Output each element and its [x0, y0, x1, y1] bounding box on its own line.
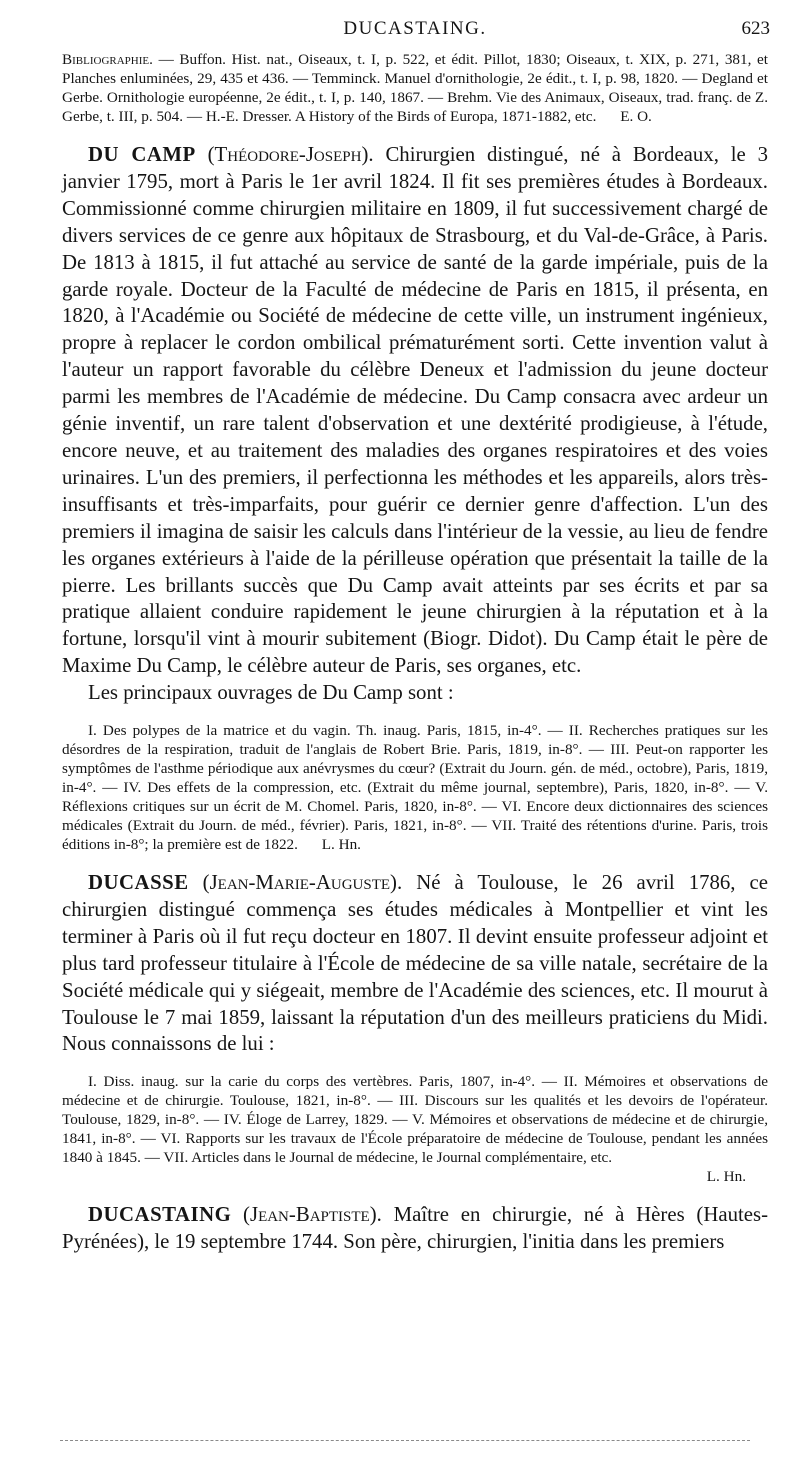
works-intro: Les principaux ouvrages de Du Camp sont : [88, 681, 454, 705]
entry-headword: DUCASTAING [88, 1203, 232, 1227]
entry-text: Né à Toulouse, le 26 avril 1786, ce chirurgien distingué commença ses études médicales à Montpellier et vint les terminer à Paris où il fut reçu docteur en 1807. Il devint ensuite professeur adjoint et plus tard professeur titulaire à l'École de médecine de sa ville natale, secrétaire de la Société médicale qui y siégeait, membre de l'Académie des sciences, etc. Il mourut à Toulouse le 7 mai 1859, laissant la réputation d'un des meilleurs praticiens du Midi. Nous connaissons de lui : [62, 871, 769, 1056]
entry-du-camp [62, 142, 768, 680]
entry-ducastaing [62, 1202, 768, 1256]
entry-names: (Théodore-Joseph). [207, 143, 374, 166]
entry-text: Maître en chirurgie, né à Hères (Hautes-Pyrénées), le 19 septembre 1744. Son père, chirurgien, l'initia dans les premiers [62, 1203, 769, 1254]
entry-text: Chirurgien distingué, né à Bordeaux, le 3 janvier 1795, mort à Paris le 1er avril 1824. Il fit ses premières études à Bordeaux. Commissionné comme chirurgien militaire en 1809, il fut successivement chargé de divers services de ce genre aux hôpitaux de Strasbourg, et du Val-de-Grâce, à Paris. De 1813 à 1815, il fut attaché au service de santé de la garde impériale, puis de la garde royale. Docteur de la Faculté de médecine de Paris en 1815, il présenta, en 1820, à l'Académie ou Société de médecine de cette ville, un instrument ingénieux, propre à replacer le cordon ombilical prématurément sorti. Cette invention valut à l'auteur un rapport favorable du célèbre Deneux et l'admission du jeune docteur parmi les membres de l'Académie de médecine. Du Camp consacra avec ardeur un génie inventif, un rare talent d'observation et une dextérité prodigieuse, à l'étude, encore neuve, et au traitement des maladies des organes respiratoires et des voies urinaires. L'un des premiers, il perfectionna les méthodes et les appareils, alors très-insuffisants et très-imparfaits, pour guérir ce dernier genre d'affection. L'un des premiers il imagina de saisir les calculs dans l'intérieur de la vessie, au lieu de fendre les organes extérieurs à l'aide de la périlleuse opération que présentait la taille de la pierre. Les brillants succès que Du Camp avait atteints par ses écrits et par sa pratique allaient conduire rapidement le jeune chirurgien à la réputation et à la fortune, lorsqu'il vint à mourir subitement (Biogr. Didot). Du Camp était le père de Maxime Du Camp, le célèbre auteur de Paris, ses organes, etc. [62, 143, 769, 678]
entry-names: (Jean-Baptiste). [243, 1203, 382, 1227]
entry-headword: DUCASSE [88, 871, 189, 895]
bibliography-block [62, 50, 768, 126]
bibliography-label: Bibliographie. [62, 51, 153, 68]
entry-signature: L. Hn. [321, 836, 361, 854]
works-list-ducasse [62, 1072, 768, 1167]
entry-signature: L. Hn. [706, 1168, 746, 1186]
works-list-du-camp [62, 721, 768, 854]
running-title: DUCASTAING. [343, 18, 487, 39]
bibliography-signature: E. O. [620, 108, 652, 125]
works-text: I. Diss. inaug. sur la carie du corps des vertèbres. Paris, 1807, in-4°. — II. Mémoires et observations de médecine et de chirurgie. Toulouse, 1821, in-8°. — III. Discours sur les qualités et les devoirs de l'opérateur. Toulouse, 1829, in-8°. — IV. Éloge de Larrey, 1829. — V. Mémoires et observations de médecine et de chirurgie, 1841, in-8°. — VI. Rapports sur les travaux de l'École préparatoire de médecine de Toulouse, pendant les années 1840 à 1845. — VII. Articles dans le Journal de médecine, le Journal complémentaire, etc. [62, 1073, 768, 1167]
page-number: 623 [741, 18, 770, 39]
dictionary-page [62, 18, 768, 1256]
page-header [62, 18, 768, 48]
works-text: I. Des polypes de la matrice et du vagin. Th. inaug. Paris, 1815, in-4°. — II. Recherches pratiques sur les désordres de la respiration, traduit de l'anglais de Robert Brie. Paris, 1819, in-8°. — III. Peut-on rapporter les symptômes de l'asthme périodique aux anévrysmes du cœur? (Extrait du Journ. gén. de méd., octobre), Paris, 1819, in-4°. — IV. Des effets de la compression, etc. (Extrait du même journal, septembre), Paris, 1820, in-8°. — V. Réflexions critiques sur un écrit de M. Chomel. Paris, 1820, in-8°. — VI. Encore deux dictionnaires des sciences médicales (Extrait du Journ. de méd., février). Paris, 1821, in-8°. — VII. Traité des rétentions d'urine. Paris, trois éditions in-8°; la première est de 1822. [62, 722, 768, 854]
bibliography-text: — Buffon. Hist. nat., Oiseaux, t. I, p. 522, et édit. Pillot, 1830; Oiseaux, t. XIX, p. 271, 381, et Planches enluminées, 29, 435 et 436. — Temminck. Manuel d'ornithologie, 2e édit., t. I, p. 98, 1820. — Degland et Gerbe. Ornithologie européenne, 2e édit., t. I, p. 140, 1867. — Brehm. Vie des Animaux, Oiseaux, trad. franç. de Z. Gerbe, t. III, p. 504. — H.-E. Dresser. A History of the Birds of Europa, 1871-1882, etc. [62, 51, 769, 125]
footer-rule [60, 1440, 750, 1441]
entry-ducasse [62, 870, 768, 1058]
entry-headword: DU CAMP [88, 143, 196, 166]
entry-names: (Jean-Marie-Auguste). [202, 871, 403, 895]
